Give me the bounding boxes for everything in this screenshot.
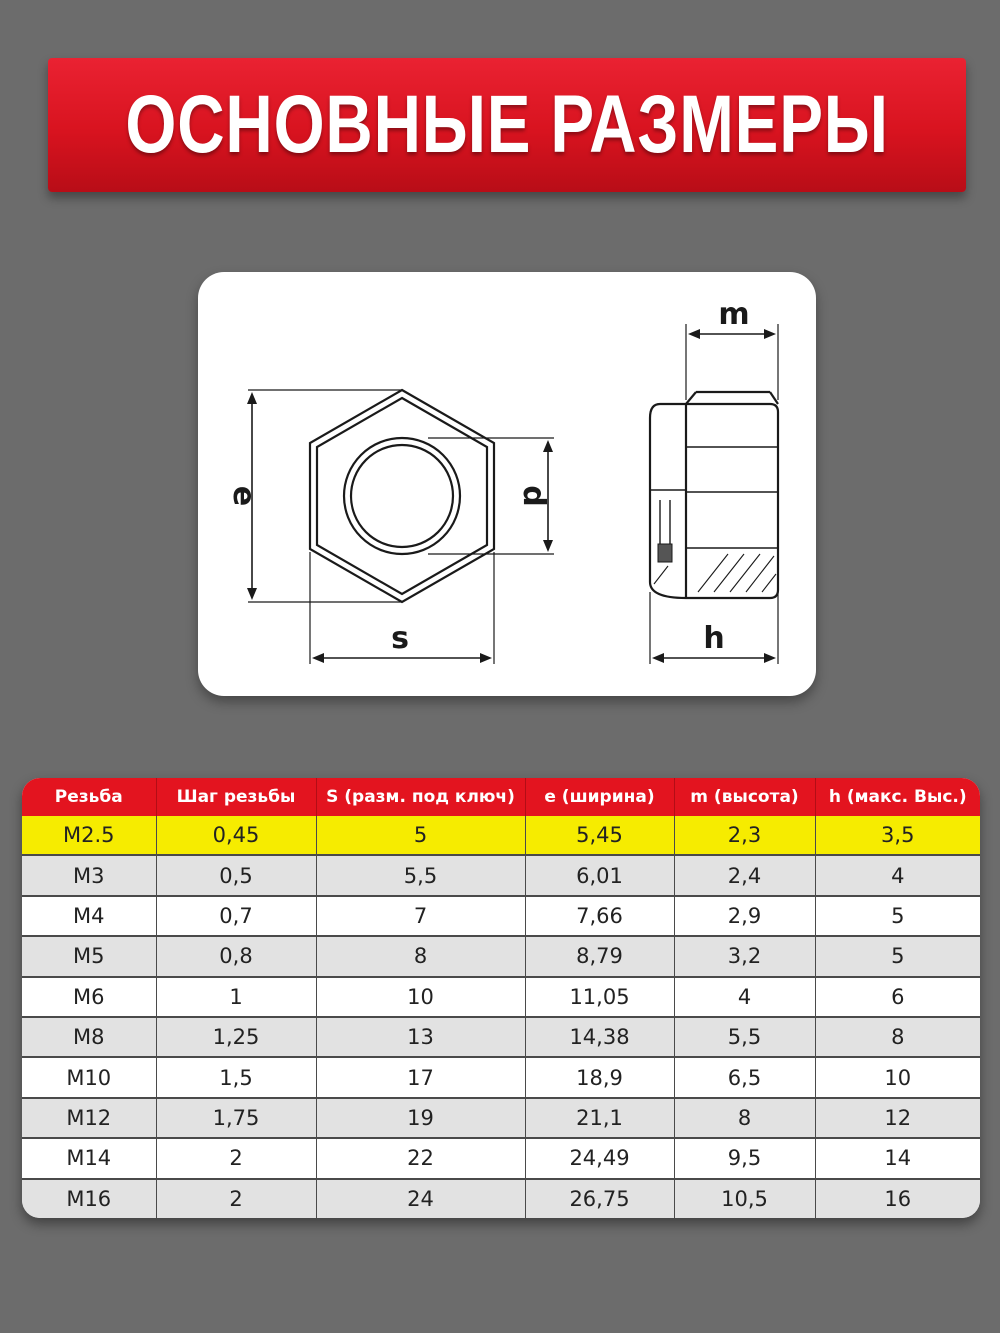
table-cell: 7,66: [525, 896, 674, 936]
table-cell: 0,8: [156, 936, 316, 976]
table-cell: M3: [22, 855, 156, 895]
nut-side-outline: [650, 404, 778, 598]
table-cell: M14: [22, 1138, 156, 1178]
table-cell: M8: [22, 1017, 156, 1057]
label-s: s: [391, 621, 409, 656]
title-banner: [48, 58, 966, 192]
page-title: ОСНОВНЫЕ РАЗМЕРЫ: [125, 79, 889, 170]
table-cell: 8: [815, 1017, 980, 1057]
table-cell: 24,49: [525, 1138, 674, 1178]
table-cell: 1,25: [156, 1017, 316, 1057]
header-width: e (ширина): [525, 778, 674, 816]
table-row: [22, 816, 980, 855]
dimensions-table: [22, 778, 980, 1218]
table-cell: 10: [316, 977, 525, 1017]
table-row: [22, 1138, 980, 1178]
table-cell: 5: [316, 816, 525, 855]
table-cell: M4: [22, 896, 156, 936]
table-cell: 12: [815, 1098, 980, 1138]
table-cell: 6,01: [525, 855, 674, 895]
table-cell: 17: [316, 1057, 525, 1097]
table-cell: 4: [674, 977, 815, 1017]
nylon-insert: [658, 544, 672, 562]
table-cell: 0,45: [156, 816, 316, 855]
table-cell: 11,05: [525, 977, 674, 1017]
table-cell: M10: [22, 1057, 156, 1097]
table-cell: 14: [815, 1138, 980, 1178]
table-cell: 14,38: [525, 1017, 674, 1057]
header-max-height: h (макс. Выс.): [815, 778, 980, 816]
table-row: [22, 977, 980, 1017]
label-d: d: [516, 485, 551, 507]
header-wrench-size: S (разм. под ключ): [316, 778, 525, 816]
table-cell: 2,3: [674, 816, 815, 855]
table-row: [22, 1057, 980, 1097]
label-e: e: [226, 485, 261, 507]
table-cell: 9,5: [674, 1138, 815, 1178]
table-cell: 6,5: [674, 1057, 815, 1097]
table-cell: 8: [674, 1098, 815, 1138]
table-cell: 10,5: [674, 1179, 815, 1218]
table-cell: M6: [22, 977, 156, 1017]
table-row: [22, 896, 980, 936]
table-cell: 7: [316, 896, 525, 936]
table-cell: M5: [22, 936, 156, 976]
table-row: [22, 1098, 980, 1138]
table-cell: 0,5: [156, 855, 316, 895]
nut-drawing-card: [198, 272, 816, 696]
table-cell: M2.5: [22, 816, 156, 855]
table-cell: 2: [156, 1138, 316, 1178]
table-cell: M16: [22, 1179, 156, 1218]
hex-inner-outline: [317, 398, 487, 594]
table-cell: 24: [316, 1179, 525, 1218]
table-cell: 19: [316, 1098, 525, 1138]
table-cell: 2,4: [674, 855, 815, 895]
table-cell: 18,9: [525, 1057, 674, 1097]
label-m: m: [718, 297, 750, 332]
table-row: [22, 1179, 980, 1218]
inner-bore-circle: [351, 445, 453, 547]
table-cell: 5: [815, 896, 980, 936]
table-cell: 8,79: [525, 936, 674, 976]
table-body: [22, 816, 980, 1218]
table-row: [22, 855, 980, 895]
table-row: [22, 936, 980, 976]
table-cell: 3,2: [674, 936, 815, 976]
outer-bore-circle: [344, 438, 460, 554]
header-height: m (высота): [674, 778, 815, 816]
table-cell: 1,5: [156, 1057, 316, 1097]
table-cell: 4: [815, 855, 980, 895]
table-cell: 3,5: [815, 816, 980, 855]
header-thread: Резьба: [22, 778, 156, 816]
table-cell: 6: [815, 977, 980, 1017]
table-cell: 2,9: [674, 896, 815, 936]
table-cell: 10: [815, 1057, 980, 1097]
table-cell: 5,45: [525, 816, 674, 855]
table-cell: M12: [22, 1098, 156, 1138]
table-cell: 8: [316, 936, 525, 976]
table-cell: 1,75: [156, 1098, 316, 1138]
table-cell: 22: [316, 1138, 525, 1178]
table-cell: 5: [815, 936, 980, 976]
nut-dimension-drawing: [198, 272, 816, 696]
table-cell: 1: [156, 977, 316, 1017]
table-cell: 0,7: [156, 896, 316, 936]
label-h: h: [703, 621, 725, 656]
table-cell: 26,75: [525, 1179, 674, 1218]
table-header-row: [22, 778, 980, 816]
table-cell: 16: [815, 1179, 980, 1218]
table-row: [22, 1017, 980, 1057]
table-cell: 13: [316, 1017, 525, 1057]
hex-outline: [310, 390, 494, 602]
table-cell: 5,5: [674, 1017, 815, 1057]
dimensions-table-container: [22, 778, 980, 1218]
table-cell: 2: [156, 1179, 316, 1218]
table-cell: 21,1: [525, 1098, 674, 1138]
header-pitch: Шаг резьбы: [156, 778, 316, 816]
table-cell: 5,5: [316, 855, 525, 895]
